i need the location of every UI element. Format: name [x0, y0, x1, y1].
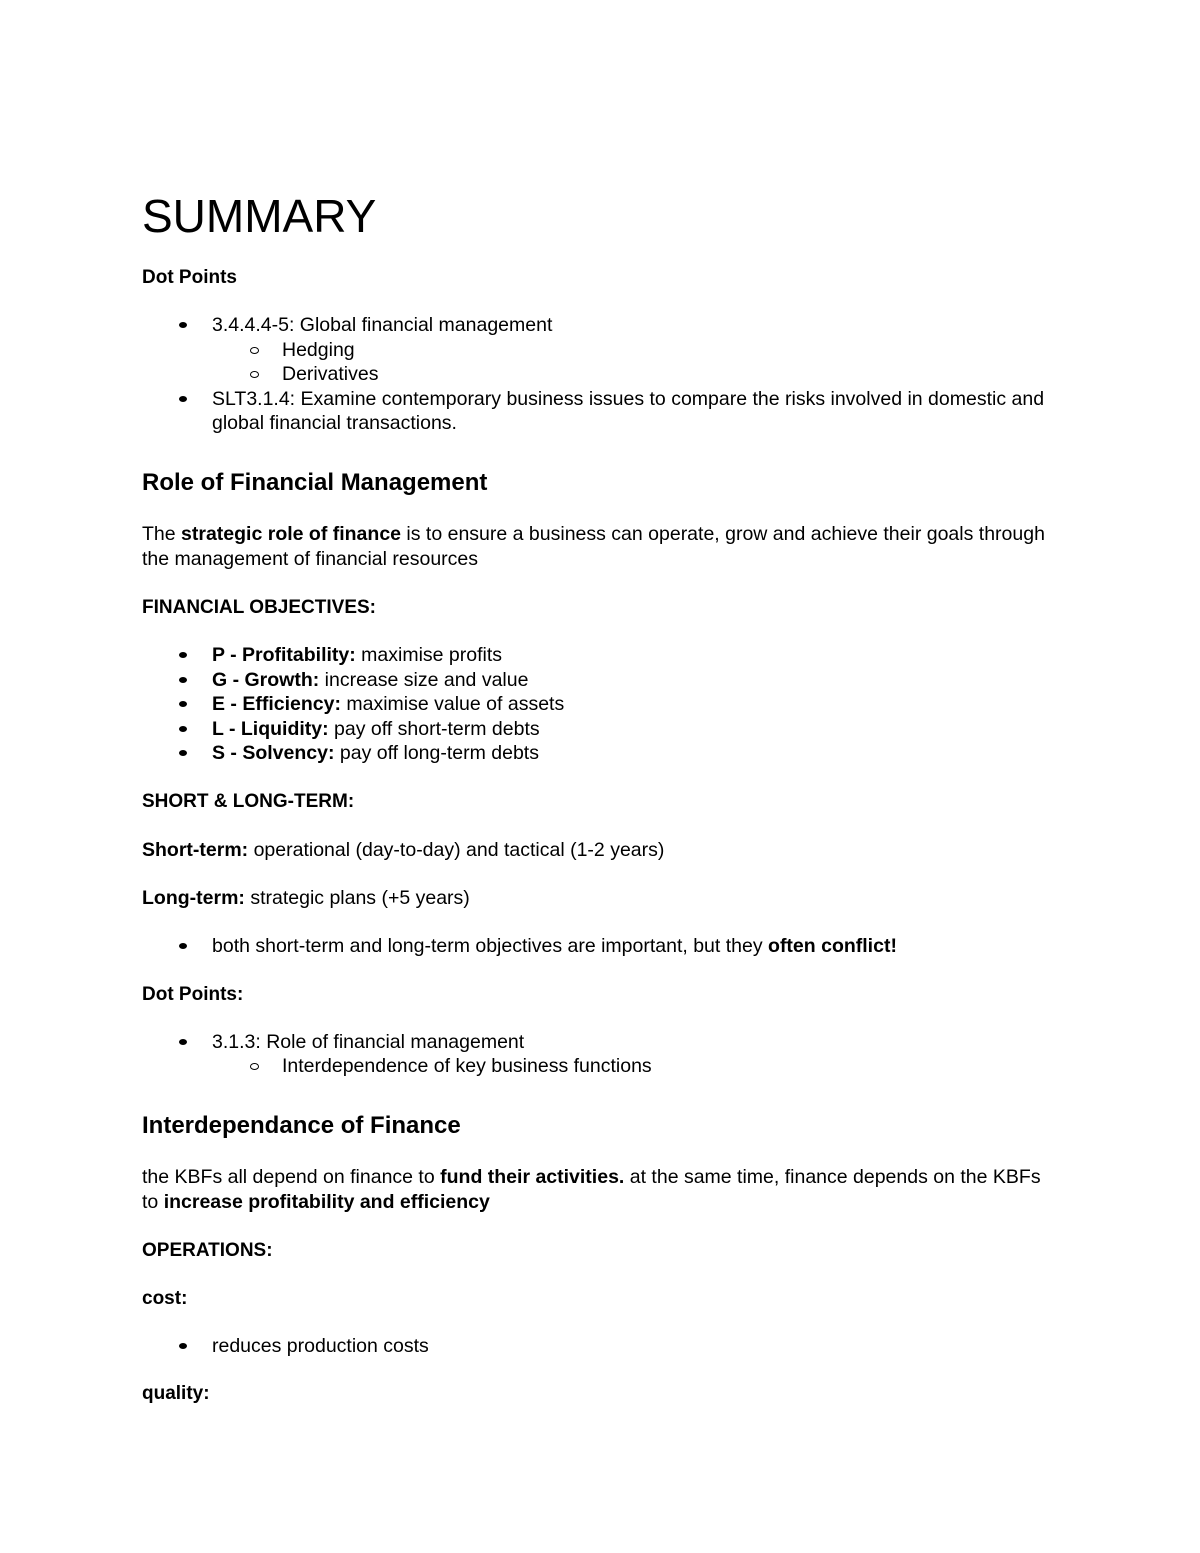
list-item: P - Profitability: maximise profits [142, 643, 1062, 668]
conflict-list [142, 934, 1062, 959]
objectives-list [142, 643, 1062, 766]
list-item: SLT3.1.4: Examine contemporary business issues to compare the risks involved in domestic and global financial transactions. [142, 387, 1062, 436]
list-item: both short-term and long-term objectives are important, but they often conflict! [142, 934, 1062, 959]
list-item: 3.4.4.4-5: Global financial management [142, 313, 1062, 338]
interdep-intro-paragraph: the KBFs all depend on finance to fund their activities. at the same time, finance depends on the KBFs to increase profitability and efficiency [142, 1165, 1041, 1213]
cost-list [142, 1334, 1062, 1359]
long-term-paragraph: Long-term: strategic plans (+5 years) [142, 886, 470, 909]
dot-points-list-2 [142, 1030, 1062, 1079]
document-page [142, 190, 1062, 1406]
sub-list-item: Derivatives [142, 362, 1062, 387]
dot-points-label-2: Dot Points: [142, 983, 244, 1005]
dot-points-list [142, 313, 1062, 436]
sub-list-item: Hedging [142, 338, 1062, 363]
dot-points-label: Dot Points [142, 267, 237, 288]
short-term-paragraph: Short-term: operational (day-to-day) and tactical (1-2 years) [142, 838, 665, 861]
section-heading-role: Role of Financial Management [142, 468, 488, 496]
list-item: E - Efficiency: maximise value of assets [142, 692, 1062, 717]
list-item: L - Liquidity: pay off short-term debts [142, 717, 1062, 742]
objectives-label: FINANCIAL OBJECTIVES: [142, 596, 377, 618]
list-item: G - Growth: increase size and value [142, 668, 1062, 693]
term-label: SHORT & LONG-TERM: [142, 790, 355, 812]
list-item: 3.1.3: Role of financial management [142, 1030, 1062, 1055]
list-item: reduces production costs [142, 1334, 1062, 1359]
cost-label: cost: [142, 1287, 188, 1309]
quality-label: quality: [142, 1383, 210, 1405]
role-intro-paragraph: The strategic role of finance is to ensure a business can operate, grow and achieve their goals through the management of financial resources [142, 522, 1045, 570]
operations-label: OPERATIONS: [142, 1239, 273, 1261]
section-heading-interdependance: Interdependance of Finance [142, 1111, 461, 1139]
sub-list-item: Interdependence of key business functions [142, 1054, 1062, 1079]
list-item: S - Solvency: pay off long-term debts [142, 741, 1062, 766]
page-title: SUMMARY [142, 190, 377, 242]
